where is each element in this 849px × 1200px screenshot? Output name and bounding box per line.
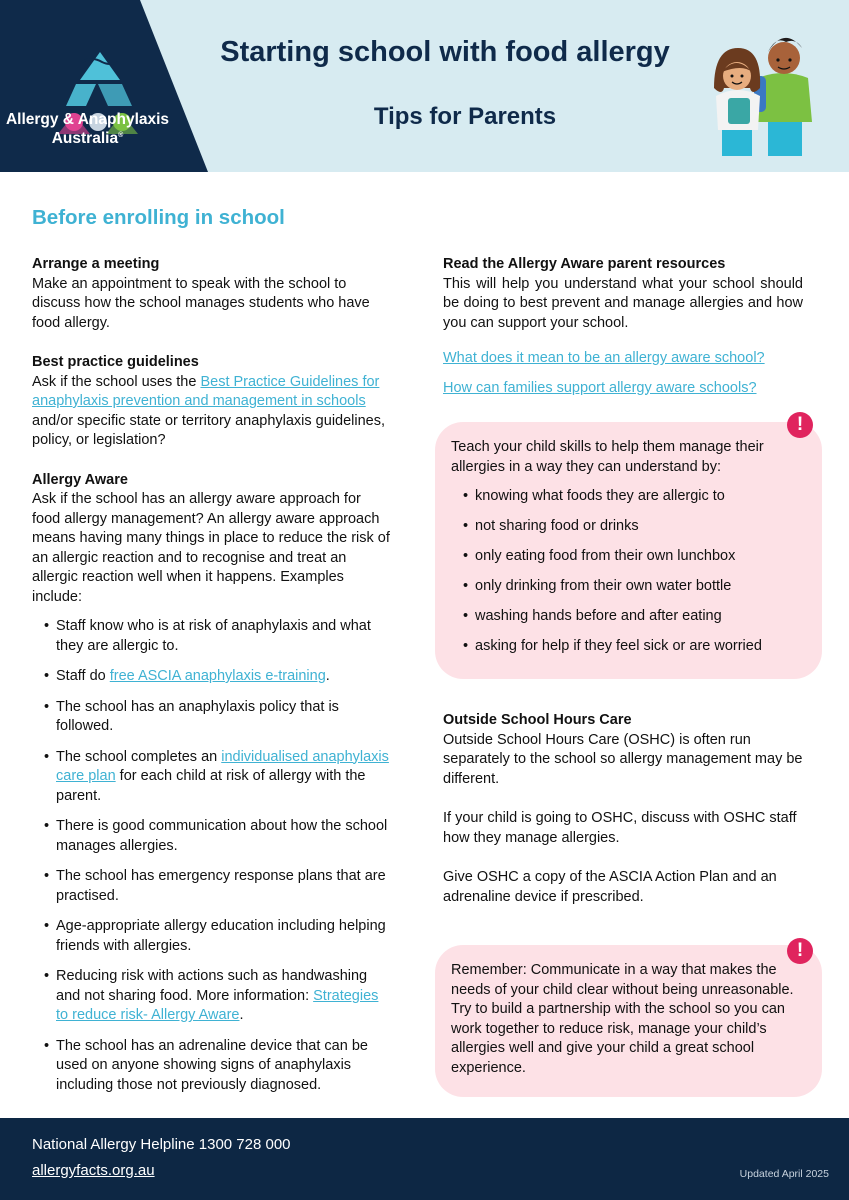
list-item: • Age-appropriate allergy education including helping friends with allergies. <box>32 917 392 956</box>
right-column <box>443 255 803 398</box>
oshc-block <box>443 711 803 907</box>
header <box>0 0 849 172</box>
skills-list <box>451 487 806 657</box>
list-item: • asking for help if they feel sick or are worried <box>451 637 806 657</box>
best-practice-guidelines-link[interactable]: Best Practice Guidelines for anaphylaxis prevention and management in schools <box>32 373 380 409</box>
oshc-paragraph-2: If your child is going to OSHC, discuss with OSHC staff how they manage allergies. <box>443 810 797 846</box>
oshc-paragraph-3: Give OSHC a copy of the ASCIA Action Plan and an adrenaline device if prescribed. <box>443 869 777 905</box>
arrange-text: Make an appointment to speak with the school to discuss how the school manages students who have food allergy. <box>32 275 370 331</box>
helpline-text: National Allergy Helpline 1300 728 000 <box>32 1136 291 1153</box>
box1-intro: Teach your child skills to help them manage their allergies in a way they can understand by: <box>451 439 764 475</box>
aware-text: Ask if the school has an allergy aware approach for food allergy management? An allergy aware approach means having many things in place to reduce the risk of an allergic reaction and to recognise and treat an allergic reaction well when it happens. Examples include: <box>32 491 390 605</box>
resources-link-row-1 <box>443 349 803 369</box>
arrange-heading: Arrange a meeting <box>32 256 160 272</box>
list-item: • The school has emergency response plans that are practised. <box>32 867 392 906</box>
section-title: Before enrolling in school <box>32 206 285 229</box>
allergy-aware-block <box>32 471 392 1096</box>
page-title: Starting school with food allergy <box>220 36 670 68</box>
guidelines-heading: Best practice guidelines <box>32 354 199 370</box>
allergy-aware-school-link[interactable]: What does it mean to be an allergy aware school? <box>443 350 765 366</box>
arrange-meeting-block <box>32 255 392 333</box>
ascia-etraining-link[interactable]: free ASCIA anaphylaxis e-training <box>109 668 326 684</box>
list-item: • knowing what foods they are allergic to <box>451 487 806 507</box>
list-item: • only eating food from their own lunchbox <box>451 547 806 567</box>
families-support-link[interactable]: How can families support allergy aware schools? <box>443 379 757 396</box>
footer <box>0 1118 849 1200</box>
oshc-paragraph-1: Outside School Hours Care (OSHC) is often run separately to the school so allergy management may be different. <box>443 731 803 787</box>
aware-examples-list <box>32 617 392 1095</box>
resources-text: This will help you understand what your school should be doing to best prevent and manage allergies and how you can support your school. <box>443 275 803 331</box>
logo-text-line2: Australia® <box>51 130 124 148</box>
teach-skills-box <box>435 422 822 679</box>
children-illustration-icon <box>708 18 818 158</box>
logo-text-line1: Allergy & Anaphylaxis <box>5 111 170 128</box>
alert-icon: ! <box>787 938 813 964</box>
list-item: • There is good communication about how the school manages allergies. <box>32 817 392 856</box>
list-item: • The school has an adrenaline device that can be used on anyone showing signs of anaphylaxis including those not previously diagnosed. <box>32 1037 392 1096</box>
list-item: • Staff do free ASCIA anaphylaxis e-training. <box>32 667 392 687</box>
oshc-heading: Outside School Hours Care <box>443 712 632 728</box>
resources-link-row-2 <box>443 379 803 399</box>
left-column <box>32 255 392 1106</box>
page-subtitle: Tips for Parents <box>373 103 557 130</box>
website-link[interactable]: allergyfacts.org.au <box>32 1162 155 1179</box>
strategies-link[interactable]: Strategies to reduce risk- Allergy Aware <box>56 987 379 1023</box>
resources-heading: Read the Allergy Aware parent resources <box>443 256 726 272</box>
updated-date: Updated April 2025 <box>739 1168 829 1180</box>
list-item: • only drinking from their own water bottle <box>451 577 806 597</box>
list-item: • washing hands before and after eating <box>451 607 806 627</box>
logo-trademark: ® <box>118 132 124 139</box>
aware-heading: Allergy Aware <box>32 471 128 488</box>
remember-box <box>435 945 822 1097</box>
care-plan-link[interactable]: individualised anaphylaxis care plan <box>56 748 389 784</box>
alert-icon: ! <box>787 412 813 438</box>
list-item: • The school completes an individualised anaphylaxis care plan for each child at risk of allergy with the parent. <box>32 748 392 807</box>
guidelines-block <box>32 353 392 451</box>
list-item: • not sharing food or drinks <box>451 517 806 537</box>
logo-text <box>0 112 175 147</box>
list-item: • The school has an anaphylaxis policy that is followed. <box>32 698 392 737</box>
remember-text: Remember: Communicate in a way that makes the needs of your child clear without being unreasonable. Try to build a partnership with the school so you can work together to reduce risk, manage your child’s allergies well and give your child a great school experience. <box>451 962 794 1076</box>
list-item: • Reducing risk with actions such as handwashing and not sharing food. More information: Strategies to reduce risk- Allergy Aware. <box>32 967 392 1026</box>
guidelines-text: Ask if the school uses the Best Practice Guidelines for anaphylaxis prevention and management in schools and/or specific state or territory anaphylaxis guidelines, policy, or legislation? <box>32 373 386 448</box>
list-item: • Staff know who is at risk of anaphylaxis and what they are allergic to. <box>32 617 392 656</box>
